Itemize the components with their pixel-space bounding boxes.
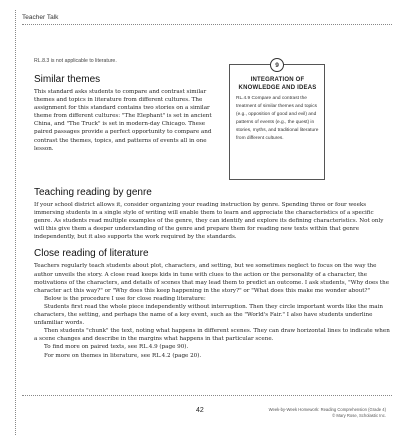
sidebar-title	[236, 77, 319, 92]
standard-note: RL.8.3 is not applicable to literature.	[34, 58, 117, 64]
similar-themes-heading: Similar themes	[34, 74, 101, 85]
main-content	[34, 30, 392, 360]
similar-themes-body: This standard asks students to compare and contrast similar themes and topics in literature from different cultures. The assignment for this standard contains two stories on a similar theme from different cultures: "The Elephant" is set in ancient China, and "The Truck" is set in modern-day Chicago. These paired passages provide a perfect opportunity to compare and contrast the themes, topics, and patterns of events all in one lesson.	[34, 89, 212, 152]
page-number: 42	[196, 407, 204, 414]
close-reading-paragraph-5: To find more on paired texts, see RL.4.9 (page 90).	[44, 344, 189, 351]
close-reading-paragraph-2: Below is the procedure I use for close reading literature:	[44, 295, 206, 302]
close-reading-paragraph-1: Teachers regularly teach students about plot, characters, and setting, but we sometimes neglect to focus on the way the author unveils the story. A close read keeps kids in tune with clues to the action or the personality of a character, the motivations of the characters, and details of scenes that may lead them to predict an outcome. I ask students, "Why does the character act this way?" or "Why does this keep happening in the story?" or "What does this make me wonder about?"	[34, 263, 390, 294]
close-reading-paragraph-6: For more on themes in literature, see RL.4.2 (page 20).	[44, 352, 202, 359]
teaching-by-genre-heading: Teaching reading by genre	[34, 187, 152, 198]
sidebar-title-line2: KNOWLEDGE AND IDEAS	[238, 84, 317, 91]
close-reading-paragraph-3: Students first read the whole piece independently without interruption. Then they circle important words like the main characters, the setting, and perhaps the name of a key event, such as the "World's Fair." I also have students underline unfamiliar words.	[34, 303, 383, 327]
sidebar-standard-text: RL.4.9 Compare and contrast the treatment of similar themes and topics (e.g., opposition of good and evil) and patterns of events (e.g., the quest) in stories, myths, and traditional literature from different cultures.	[236, 96, 319, 142]
similar-themes-section	[34, 74, 219, 153]
standard-sidebar	[229, 61, 325, 180]
credit-line-1: Week-by-Week Homework: Reading Comprehension (Grade 4)	[268, 407, 386, 412]
page-border	[15, 10, 17, 435]
footer-credit	[269, 407, 386, 418]
footer-divider	[22, 395, 392, 396]
header-divider	[22, 24, 392, 25]
credit-line-2: © Mary Rose, Scholastic Inc.	[332, 412, 386, 418]
close-reading-heading: Close reading of literature	[34, 248, 149, 260]
header-label: Teacher Talk	[22, 14, 59, 21]
teaching-by-genre-section	[34, 187, 392, 241]
standard-badge-icon: 9	[270, 58, 284, 72]
teaching-by-genre-body: If your school district allows it, consider organizing your reading instruction by genre. Spending three or four weeks immersing students in a single style of writing will enable them to learn and appreciate the characteristics of a specific genre. As students read multiple examples of the genre, they can identify and explore its defining characteristics. Not only will this give them a deeper understanding of the genre and prepare them for reading new texts within that genre independently, but it also supports the work required by the standards.	[34, 202, 384, 241]
close-reading-paragraph-4: Then students "chunk" the text, noting what happens in different scenes. They can draw horizontal lines to indicate when a scene changes and describe in the margins what happens in that particular scene.	[34, 328, 390, 343]
sidebar-title-line1: INTEGRATION OF	[250, 77, 305, 83]
close-reading-section	[34, 248, 392, 359]
